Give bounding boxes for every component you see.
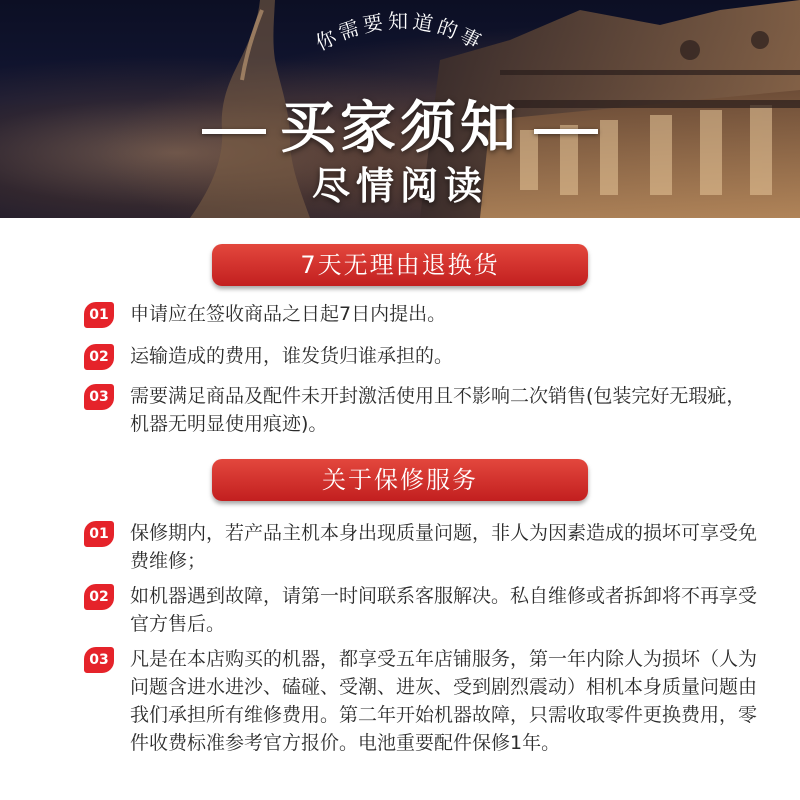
list-item-text: 凡是在本店购买的机器，都享受五年店铺服务，第一年内除人为损坏（人为问题含进水进沙、磕碰、受潮、进灰、受到剧烈震动）相机本身质量问题由我们承担所有维修费用。第二年开始机器故障，只需收取零件更换费用，零件收费标准参考官方报价。电池重要配件保修1年。 [130, 648, 758, 754]
number-badge: 02 [84, 584, 114, 610]
list-item [84, 382, 764, 438]
number-badge: 01 [84, 302, 114, 328]
list-item [84, 519, 764, 575]
page-title [0, 84, 800, 164]
list-item [84, 300, 764, 328]
list-item-text: 需要满足商品及配件未开封激活使用且不影响二次销售(包装完好无瑕疵，机器无明显使用痕迹)。 [130, 385, 746, 435]
svg-text:你需要知道的事 [312, 9, 489, 55]
list-item [84, 645, 764, 757]
title-dash-right [534, 129, 598, 134]
arc-caption-text: 你需要知道的事 [311, 8, 489, 56]
number-badge: 02 [84, 344, 114, 370]
list-item-text: 运输造成的费用，谁发货归谁承担的。 [130, 345, 454, 367]
page-title-text: 买家须知 [280, 96, 520, 161]
arc-caption [250, 0, 550, 80]
list-item [84, 342, 764, 370]
header-banner [0, 0, 800, 218]
list-item [84, 582, 764, 638]
section-header-warranty: 关于保修服务 [212, 459, 588, 501]
number-badge: 01 [84, 521, 114, 547]
list-item-text: 如机器遇到故障，请第一时间联系客服解决。私自维修或者拆卸将不再享受官方售后。 [130, 585, 758, 635]
number-badge: 03 [84, 384, 114, 410]
list-item-text: 申请应在签收商品之日起7日内提出。 [130, 303, 447, 325]
page-subtitle: 尽情阅读 [311, 164, 488, 208]
list-item-text: 保修期内，若产品主机本身出现质量问题，非人为因素造成的损坏可享受免费维修； [130, 522, 758, 572]
number-badge: 03 [84, 647, 114, 673]
title-dash-left [202, 129, 266, 134]
section-header-returns: 7天无理由退换货 [212, 244, 588, 286]
